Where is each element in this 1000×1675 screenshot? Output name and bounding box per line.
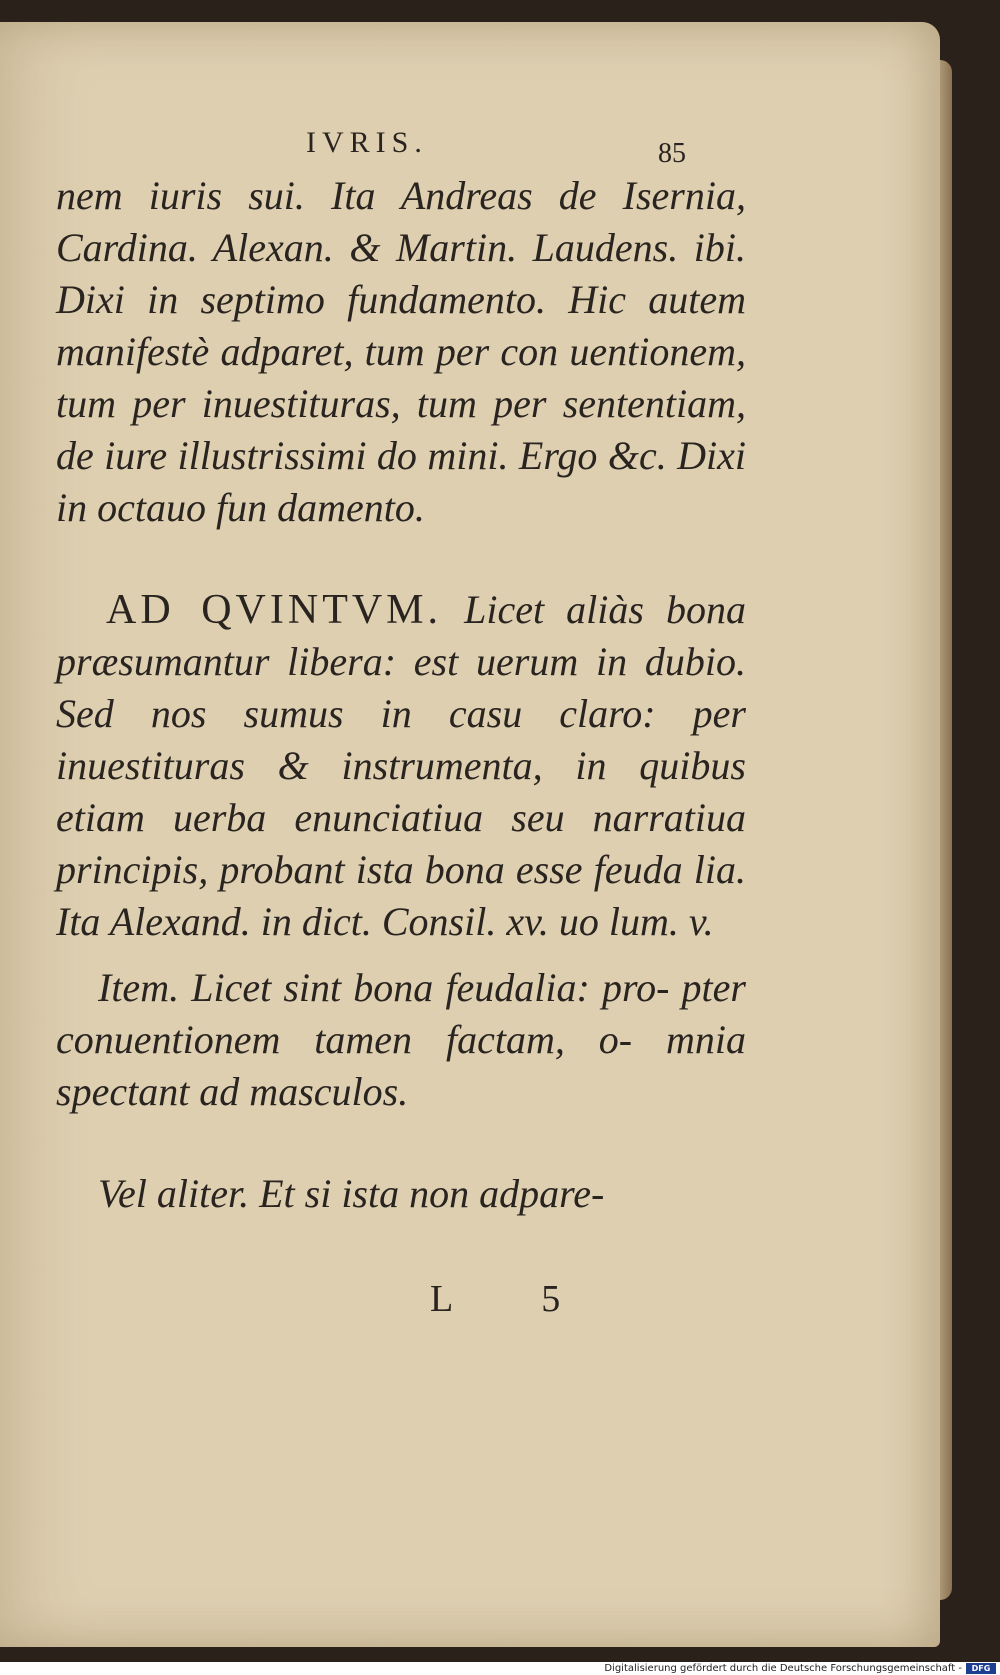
paragraph-4: Vel aliter. Et si ista non adpare-: [98, 1171, 605, 1216]
paragraph-2-body: Licet aliàs bona præsumantur libera: est uerum in dubio. Sed nos sumus in casu claro: per inuestituras & instrumenta, in quibus etiam uerba enunciatiua seu narratiua principis, probant ista bona esse feuda lia. Ita Alexand. in dict. Consil. xv. uo lum. v.: [56, 587, 746, 944]
paragraph-1: nem iuris sui. Ita Andreas de Isernia, Cardina. Alexan. & Martin. Laudens. ibi. Dixi in septimo fundamento. Hic autem manifestè adparet, tum per con uentionem, tum per inuestituras, tum per sententiam, de iure illustrissimi do mini. Ergo &c. Dixi in octauo fun damento.: [56, 173, 746, 530]
signature-mark: L 5: [430, 1278, 601, 1320]
paragraph-gap: [56, 534, 746, 584]
running-title: IVRIS.: [306, 126, 428, 159]
section-heading: AD QVINTVM.: [106, 587, 443, 633]
paragraph-2: [56, 584, 746, 948]
page-number: 85: [658, 138, 686, 169]
digitization-footer: [0, 1662, 1000, 1675]
text-block: [56, 110, 746, 1220]
paragraph-gap: [56, 1118, 746, 1168]
book-page: [0, 22, 940, 1647]
paragraph-3: Item. Licet sint bona feudalia: pro- pter conuentionem tamen factam, o- mnia spectant ad masculos.: [56, 965, 746, 1114]
dfg-logo: DFG: [966, 1663, 996, 1674]
footer-credit: Digitalisierung gefördert durch die Deutsche Forschungsgemeinschaft -: [604, 1663, 962, 1674]
running-head: [56, 110, 746, 170]
paragraph-gap: [56, 948, 746, 962]
